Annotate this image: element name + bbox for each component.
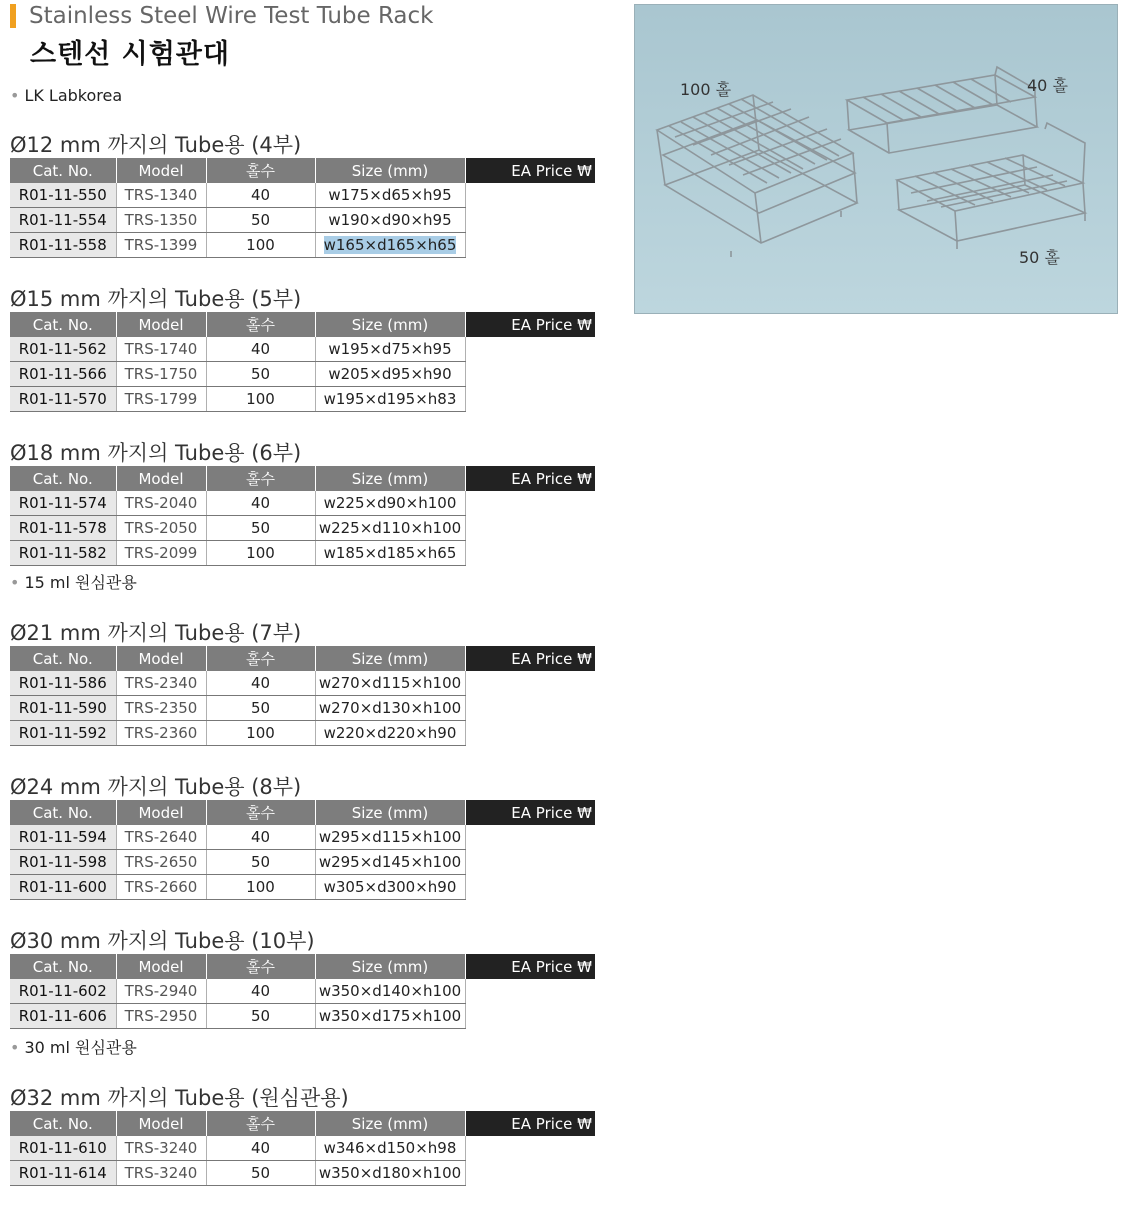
holes-cell: 40 [206, 825, 315, 850]
note-text: 30 ml 원심관용 [24, 1038, 137, 1057]
cat-no-cell: R01-11-594 [10, 825, 116, 850]
product-section [10, 774, 595, 900]
table-row [10, 541, 595, 566]
header-price: EA Price ₩ [465, 312, 595, 337]
holes-cell: 100 [206, 387, 315, 412]
model-cell: TRS-3240 [116, 1161, 206, 1186]
price-cell [465, 233, 595, 258]
table-row [10, 516, 595, 541]
header-model: Model [116, 312, 206, 337]
cat-no-cell: R01-11-578 [10, 516, 116, 541]
table-row [10, 362, 595, 387]
header-size: Size (mm) [315, 646, 465, 671]
header-model: Model [116, 800, 206, 825]
section-title: Ø32 mm 까지의 Tube용 (원심관용) [10, 1086, 349, 1110]
title-accent-bar [10, 4, 16, 28]
cat-no-cell: R01-11-570 [10, 387, 116, 412]
size-cell: w346×d150×h98 [315, 1136, 465, 1161]
section-title: Ø18 mm 까지의 Tube용 (6부) [10, 441, 302, 465]
size-cell: w185×d185×h65 [315, 541, 465, 566]
header-price: EA Price ₩ [465, 954, 595, 979]
product-table [10, 646, 595, 746]
header-model: Model [116, 158, 206, 183]
cat-no-cell: R01-11-554 [10, 208, 116, 233]
bullet-icon: • [10, 573, 20, 592]
header-cat-no: Cat. No. [10, 158, 116, 183]
title-en-text: Stainless Steel Wire Test Tube Rack [29, 3, 434, 29]
price-cell [465, 516, 595, 541]
header-model: Model [116, 646, 206, 671]
header-holes: 홀수 [206, 158, 315, 183]
header-cat-no: Cat. No. [10, 466, 116, 491]
product-table [10, 466, 595, 566]
model-cell: TRS-1399 [116, 233, 206, 258]
model-cell: TRS-1340 [116, 183, 206, 208]
size-cell: w295×d115×h100 [315, 825, 465, 850]
header-price: EA Price ₩ [465, 646, 595, 671]
table-row [10, 1004, 595, 1029]
price-cell [465, 1004, 595, 1029]
model-cell: TRS-2650 [116, 850, 206, 875]
holes-cell: 100 [206, 875, 315, 900]
holes-cell: 40 [206, 671, 315, 696]
size-cell: w220×d220×h90 [315, 721, 465, 746]
section-note [10, 570, 137, 593]
header-cat-no: Cat. No. [10, 954, 116, 979]
price-cell [465, 183, 595, 208]
table-row [10, 1136, 595, 1161]
holes-cell: 50 [206, 696, 315, 721]
price-cell [465, 541, 595, 566]
table-row [10, 208, 595, 233]
price-cell [465, 825, 595, 850]
holes-cell: 50 [206, 1004, 315, 1029]
cat-no-cell: R01-11-606 [10, 1004, 116, 1029]
photo-label-50: 50 홀 [1019, 248, 1060, 267]
price-cell [465, 1136, 595, 1161]
header-size: Size (mm) [315, 158, 465, 183]
size-cell: w195×d195×h83 [315, 387, 465, 412]
title-korean: 스텐선 시험관대 [30, 39, 230, 70]
product-section [10, 132, 595, 258]
product-photo [634, 4, 1118, 314]
cat-no-cell: R01-11-562 [10, 337, 116, 362]
model-cell: TRS-2350 [116, 696, 206, 721]
table-row [10, 875, 595, 900]
header-holes: 홀수 [206, 312, 315, 337]
cat-no-cell: R01-11-602 [10, 979, 116, 1004]
product-table [10, 158, 595, 258]
table-row [10, 671, 595, 696]
section-title: Ø15 mm 까지의 Tube용 (5부) [10, 287, 302, 311]
cat-no-cell: R01-11-600 [10, 875, 116, 900]
price-cell [465, 875, 595, 900]
size-cell: w270×d115×h100 [315, 671, 465, 696]
price-cell [465, 979, 595, 1004]
header-holes: 홀수 [206, 1111, 315, 1136]
size-cell: w270×d130×h100 [315, 696, 465, 721]
model-cell: TRS-2099 [116, 541, 206, 566]
price-cell [465, 696, 595, 721]
model-cell: TRS-2340 [116, 671, 206, 696]
table-row [10, 721, 595, 746]
size-cell: w195×d75×h95 [315, 337, 465, 362]
size-cell: w350×d140×h100 [315, 979, 465, 1004]
header-price: EA Price ₩ [465, 466, 595, 491]
model-cell: TRS-1799 [116, 387, 206, 412]
product-section [10, 286, 595, 412]
price-cell [465, 1161, 595, 1186]
table-row [10, 233, 595, 258]
table-row [10, 825, 595, 850]
header-size: Size (mm) [315, 1111, 465, 1136]
photo-label-40: 40 홀 [1027, 76, 1068, 95]
note-text: 15 ml 원심관용 [24, 573, 137, 592]
section-note [10, 1035, 137, 1058]
header-cat-no: Cat. No. [10, 312, 116, 337]
holes-cell: 40 [206, 337, 315, 362]
table-header-row [10, 800, 595, 825]
size-cell: w305×d300×h90 [315, 875, 465, 900]
holes-cell: 50 [206, 1161, 315, 1186]
holes-cell: 50 [206, 362, 315, 387]
holes-cell: 40 [206, 979, 315, 1004]
header-cat-no: Cat. No. [10, 1111, 116, 1136]
product-section [10, 1085, 595, 1186]
product-table [10, 954, 595, 1029]
header-model: Model [116, 954, 206, 979]
cat-no-cell: R01-11-558 [10, 233, 116, 258]
model-cell: TRS-2660 [116, 875, 206, 900]
header-holes: 홀수 [206, 800, 315, 825]
size-cell: w175×d65×h95 [315, 183, 465, 208]
table-header-row [10, 158, 595, 183]
section-title: Ø24 mm 까지의 Tube용 (8부) [10, 775, 302, 799]
table-row [10, 1161, 595, 1186]
cat-no-cell: R01-11-550 [10, 183, 116, 208]
table-header-row [10, 646, 595, 671]
cat-no-cell: R01-11-614 [10, 1161, 116, 1186]
table-row [10, 979, 595, 1004]
header-model: Model [116, 1111, 206, 1136]
bullet-icon: • [10, 86, 20, 105]
model-cell: TRS-2040 [116, 491, 206, 516]
section-title: Ø21 mm 까지의 Tube용 (7부) [10, 621, 302, 645]
product-section [10, 620, 595, 746]
photo-label-100: 100 홀 [680, 80, 732, 99]
header-size: Size (mm) [315, 800, 465, 825]
cat-no-cell: R01-11-586 [10, 671, 116, 696]
cat-no-cell: R01-11-592 [10, 721, 116, 746]
model-cell: TRS-3240 [116, 1136, 206, 1161]
holes-cell: 40 [206, 1136, 315, 1161]
table-row [10, 183, 595, 208]
holes-cell: 40 [206, 491, 315, 516]
price-cell [465, 362, 595, 387]
header-size: Size (mm) [315, 954, 465, 979]
header-price: EA Price ₩ [465, 158, 595, 183]
price-cell [465, 387, 595, 412]
title-english [10, 2, 434, 30]
size-cell: w295×d145×h100 [315, 850, 465, 875]
holes-cell: 100 [206, 233, 315, 258]
product-section [10, 928, 595, 1029]
header-cat-no: Cat. No. [10, 800, 116, 825]
price-cell [465, 208, 595, 233]
size-cell: w205×d95×h90 [315, 362, 465, 387]
section-title: Ø12 mm 까지의 Tube용 (4부) [10, 133, 302, 157]
cat-no-cell: R01-11-582 [10, 541, 116, 566]
price-cell [465, 671, 595, 696]
holes-cell: 50 [206, 516, 315, 541]
table-header-row [10, 466, 595, 491]
holes-cell: 100 [206, 541, 315, 566]
price-cell [465, 337, 595, 362]
model-cell: TRS-2360 [116, 721, 206, 746]
model-cell: TRS-2950 [116, 1004, 206, 1029]
product-table [10, 800, 595, 900]
size-cell: w225×d110×h100 [315, 516, 465, 541]
cat-no-cell: R01-11-590 [10, 696, 116, 721]
cat-no-cell: R01-11-566 [10, 362, 116, 387]
product-table [10, 1111, 595, 1186]
holes-cell: 50 [206, 850, 315, 875]
price-cell [465, 850, 595, 875]
price-cell [465, 491, 595, 516]
table-row [10, 387, 595, 412]
table-row [10, 491, 595, 516]
model-cell: TRS-1740 [116, 337, 206, 362]
holes-cell: 100 [206, 721, 315, 746]
header-cat-no: Cat. No. [10, 646, 116, 671]
table-row [10, 337, 595, 362]
size-cell: w190×d90×h95 [315, 208, 465, 233]
brand-line [10, 86, 122, 105]
size-cell: w350×d180×h100 [315, 1161, 465, 1186]
header-holes: 홀수 [206, 466, 315, 491]
header-holes: 홀수 [206, 954, 315, 979]
model-cell: TRS-1350 [116, 208, 206, 233]
header-price: EA Price ₩ [465, 800, 595, 825]
header-size: Size (mm) [315, 312, 465, 337]
cat-no-cell: R01-11-574 [10, 491, 116, 516]
table-header-row [10, 954, 595, 979]
table-row [10, 696, 595, 721]
section-title: Ø30 mm 까지의 Tube용 (10부) [10, 929, 315, 953]
header-size: Size (mm) [315, 466, 465, 491]
size-cell [315, 233, 465, 258]
brand-name: LK Labkorea [24, 86, 123, 105]
size-cell: w350×d175×h100 [315, 1004, 465, 1029]
header-price: EA Price ₩ [465, 1111, 595, 1136]
price-cell [465, 721, 595, 746]
header-holes: 홀수 [206, 646, 315, 671]
table-header-row [10, 1111, 595, 1136]
size-cell: w225×d90×h100 [315, 491, 465, 516]
cat-no-cell: R01-11-598 [10, 850, 116, 875]
table-row [10, 850, 595, 875]
model-cell: TRS-2940 [116, 979, 206, 1004]
holes-cell: 50 [206, 208, 315, 233]
model-cell: TRS-2050 [116, 516, 206, 541]
header-model: Model [116, 466, 206, 491]
cat-no-cell: R01-11-610 [10, 1136, 116, 1161]
product-table [10, 312, 595, 412]
bullet-icon: • [10, 1038, 20, 1057]
model-cell: TRS-1750 [116, 362, 206, 387]
model-cell: TRS-2640 [116, 825, 206, 850]
product-section [10, 440, 595, 566]
table-header-row [10, 312, 595, 337]
highlighted-size-text[interactable]: w165×d165×h65 [323, 236, 457, 254]
holes-cell: 40 [206, 183, 315, 208]
